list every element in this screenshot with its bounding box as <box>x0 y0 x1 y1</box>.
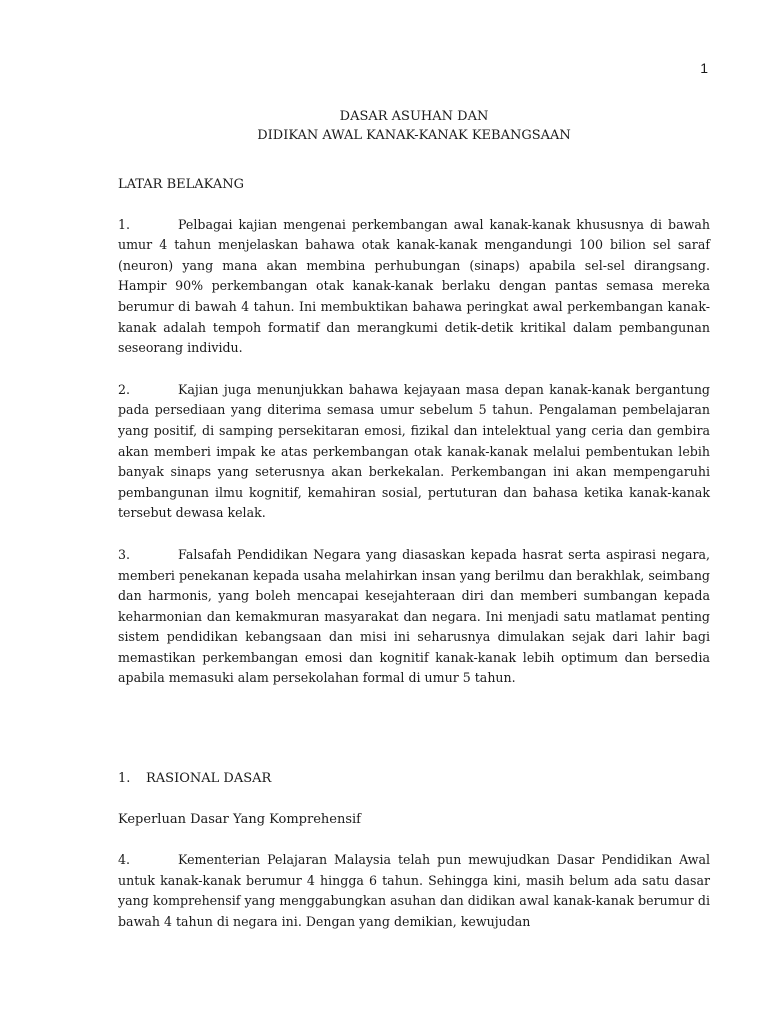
document-body <box>118 107 710 933</box>
paragraph-gap <box>118 359 710 380</box>
paragraph-text: Kajian juga menunjukkan bahawa kejayaan masa depan kanak-kanak bergantung pada persediaan yang diterima semasa umur sebelum 5 tahun. Pengalaman pembelajaran yang positif, di samping persekitaran emosi, fizikal dan intelektual yang ceria dan gembira akan memberi impak ke atas perkembangan otak kanak-kanak melalui pembentukan lebih banyak sinaps yang seterusnya akan berkekalan. Perkembangan ini akan mempengaruhi pembangunan ilmu kognitif, kemahiran sosial, pertuturan dan bahasa ketika kanak-kanak tersebut dewasa kelak. <box>118 381 710 521</box>
section-title: RASIONAL DASAR <box>146 771 272 787</box>
paragraph-number: 4. <box>118 852 131 868</box>
paragraph-number: 1. <box>118 216 131 232</box>
paragraph-number: 2. <box>118 381 131 397</box>
page-number: 1 <box>700 60 708 76</box>
section-number: 1. <box>118 771 131 787</box>
paragraph-text: Falsafah Pendidikan Negara yang diasaskan kepada hasrat serta aspirasi negara, memberi penekanan kepada usaha melahirkan insan yang berilmu dan berakhlak, seimbang dan harmonis, yang boleh mencapai kesejahteraan diri dan memberi sumbangan kepada keharmonian dan kemakmuran masyarakat dan negara. Ini menjadi satu matlamat penting sistem pendidikan kebangsaan dan misi ini seharusnya dimulakan sejak dari lahir bagi memastikan perkembangan emosi dan kognitif kanak-kanak lebih optimum dan bersedia apabila memasuki alam persekolahan formal di umur 5 tahun. <box>118 546 710 686</box>
paragraph-number: 3. <box>118 546 131 562</box>
paragraph-text: Pelbagai kajian mengenai perkembangan awal kanak-kanak khususnya di bawah umur 4 tahun menjelaskan bahawa otak kanak-kanak mengandungi 100 bilion sel saraf (neuron) yang mana akan membina perhubungan (sinaps) apabila sel-sel dirangsang. Hampir 90% perkembangan otak kanak-kanak berlaku dengan pantas semasa mereka berumur di bawah 4 tahun. Ini membuktikan bahawa peringkat awal perkembangan kanak-kanak adalah tempoh formatif dan merangkumi detik-detik kritikal dalam pembangunan seseorang individu. <box>118 216 710 356</box>
paragraph-1 <box>118 215 710 359</box>
paragraph-2 <box>118 380 710 524</box>
subheading-keperluan-dasar: Keperluan Dasar Yang Komprehensif <box>118 811 361 827</box>
paragraph-4 <box>118 850 710 932</box>
paragraph-gap <box>118 524 710 545</box>
document-title-line-1: DASAR ASUHAN DAN <box>339 109 489 124</box>
document-title-line-2: DIDIKAN AWAL KANAK-KANAK KEBANGSAAN <box>257 128 571 143</box>
paragraph-3 <box>118 545 710 689</box>
section-heading-rasional-dasar <box>118 769 710 790</box>
paragraph-text: Kementerian Pelajaran Malaysia telah pun mewujudkan Dasar Pendidikan Awal untuk kanak-kanak berumur 4 hingga 6 tahun. Sehingga kini, masih belum ada satu dasar yang komprehensif yang menggabungkan asuhan dan didikan awal kanak-kanak berumur di bawah 4 tahun di negara ini. Dengan yang demikian, kewujudan <box>118 852 710 930</box>
section-heading-latar-belakang: LATAR BELAKANG <box>118 177 244 192</box>
